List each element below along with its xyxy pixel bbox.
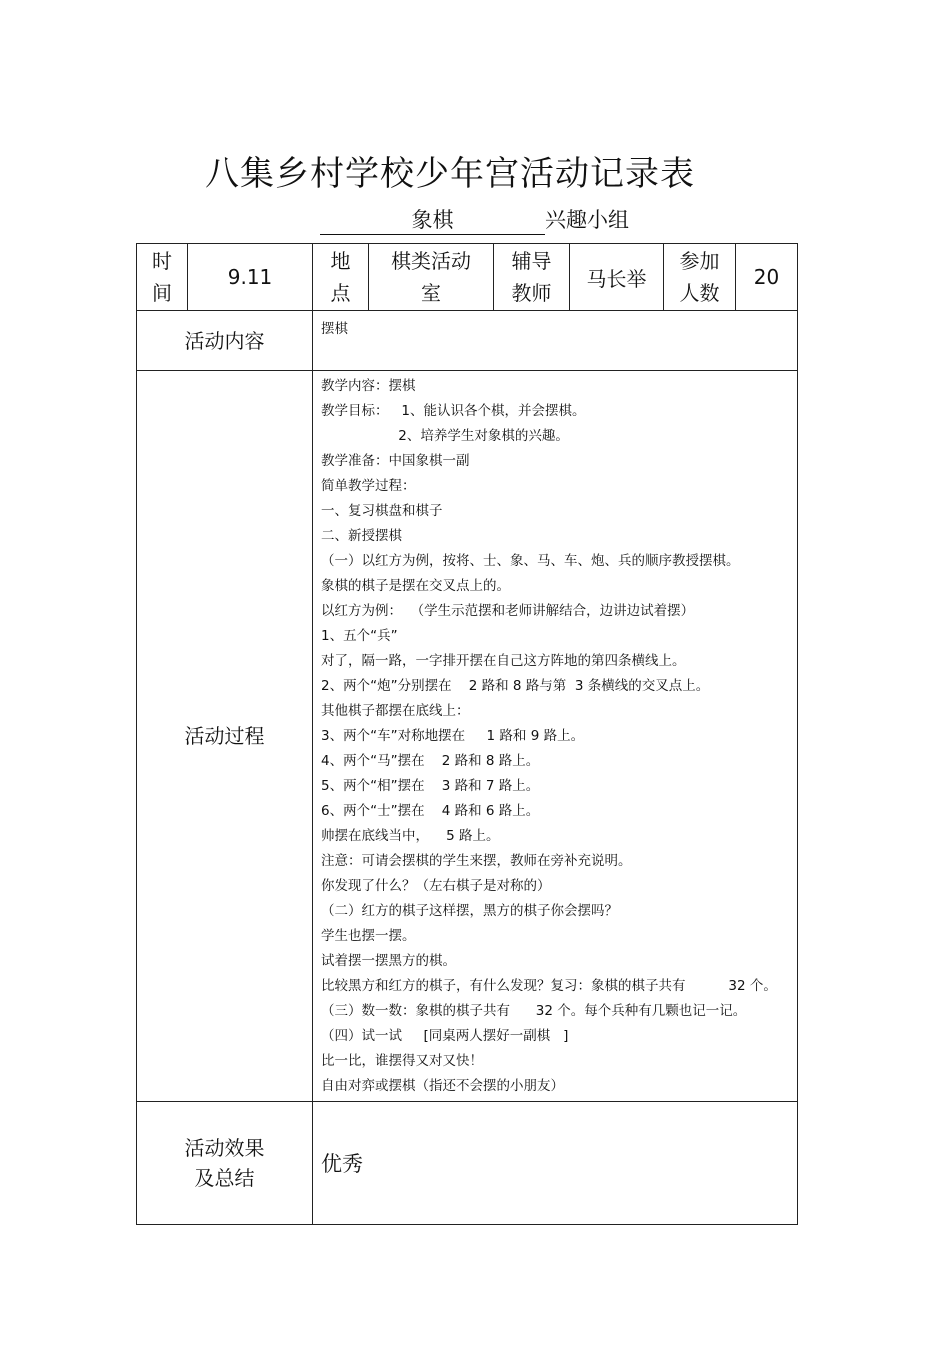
process-line: 5、两个“相”摆在 3 路和 7 路上。: [321, 778, 540, 794]
activity-record-table: [136, 243, 798, 1225]
content-value: 摆棋: [313, 311, 798, 371]
teacher-value: 马长举: [570, 244, 664, 311]
process-line: 简单教学过程：: [321, 478, 416, 494]
process-line: 象棋的棋子是摆在交叉点上的。: [321, 578, 510, 594]
process-line: 3、两个“车”对称地摆在 1 路和 9 路上。: [321, 728, 585, 744]
place-value: 棋类活动 室: [369, 244, 494, 311]
process-line: 试着摆一摆黑方的棋。: [321, 953, 456, 969]
process-line: 以红方为例： （学生示范摆和老师讲解结合，边讲边试着摆）: [321, 603, 695, 619]
process-line: 自由对弈或摆棋（指还不会摆的小朋友）: [321, 1078, 564, 1094]
effect-label: 活动效果 及总结: [137, 1102, 313, 1225]
process-line: 教学内容：摆棋: [321, 378, 416, 394]
process-label: 活动过程: [137, 371, 313, 1102]
count-label: 参加 人数: [664, 244, 736, 311]
process-line: 4、两个“马”摆在 2 路和 8 路上。: [321, 753, 540, 769]
effect-row: [137, 1102, 798, 1225]
place-label: 地 点: [313, 244, 369, 311]
time-label: 时 间: [137, 244, 188, 311]
content-row: [137, 311, 798, 371]
content-label: 活动内容: [137, 311, 313, 371]
time-value: 9.11: [188, 244, 313, 311]
process-line: 学生也摆一摆。: [321, 928, 416, 944]
process-line: 教学目标： 1、能认识各个棋，并会摆棋。: [321, 403, 586, 419]
process-line: （二）红方的棋子这样摆，黑方的棋子你会摆吗？: [321, 903, 618, 919]
process-row: [137, 371, 798, 1102]
process-lines: [321, 374, 789, 1099]
group-subtitle: [320, 204, 629, 235]
effect-value: 优秀: [313, 1102, 798, 1225]
process-line: 1、五个“兵”: [321, 628, 398, 644]
process-line: 教学准备：中国象棋一副: [321, 453, 470, 469]
process-line: 二、新授摆棋: [321, 528, 402, 544]
count-value: 20: [736, 244, 798, 311]
group-name: 象棋: [320, 204, 545, 235]
process-line: （四）试一试 [同桌两人摆好一副棋 ]: [321, 1028, 569, 1044]
header-row: [137, 244, 798, 311]
teacher-label: 辅导 教师: [494, 244, 570, 311]
group-suffix: 兴趣小组: [545, 208, 629, 232]
process-line: 2、培养学生对象棋的兴趣。: [321, 428, 569, 444]
process-line: 比一比，谁摆得又对又快！: [321, 1053, 483, 1069]
process-line: 帅摆在底线当中， 5 路上。: [321, 828, 500, 844]
process-line: （三）数一数：象棋的棋子共有 32 个。每个兵种有几颗也记一记。: [321, 1003, 747, 1019]
process-line: 其他棋子都摆在底线上：: [321, 703, 470, 719]
process-line: 2、两个“炮”分别摆在 2 路和 8 路与第 3 条横线的交叉点上。: [321, 678, 710, 694]
process-line: （一）以红方为例，按将、士、象、马、车、炮、兵的顺序教授摆棋。: [321, 553, 740, 569]
process-content: [313, 371, 798, 1102]
process-line: 一、复习棋盘和棋子: [321, 503, 443, 519]
process-line: 你发现了什么？（左右棋子是对称的）: [321, 878, 551, 894]
process-line: 6、两个“士”摆在 4 路和 6 路上。: [321, 803, 540, 819]
process-line: 注意：可请会摆棋的学生来摆，教师在旁补充说明。: [321, 853, 632, 869]
process-line: 对了，隔一路，一字排开摆在自己这方阵地的第四条横线上。: [321, 653, 686, 669]
process-line: 比较黑方和红方的棋子，有什么发现？复习：象棋的棋子共有 32 个。: [321, 978, 777, 994]
page-title: 八集乡村学校少年宫活动记录表: [205, 154, 695, 194]
